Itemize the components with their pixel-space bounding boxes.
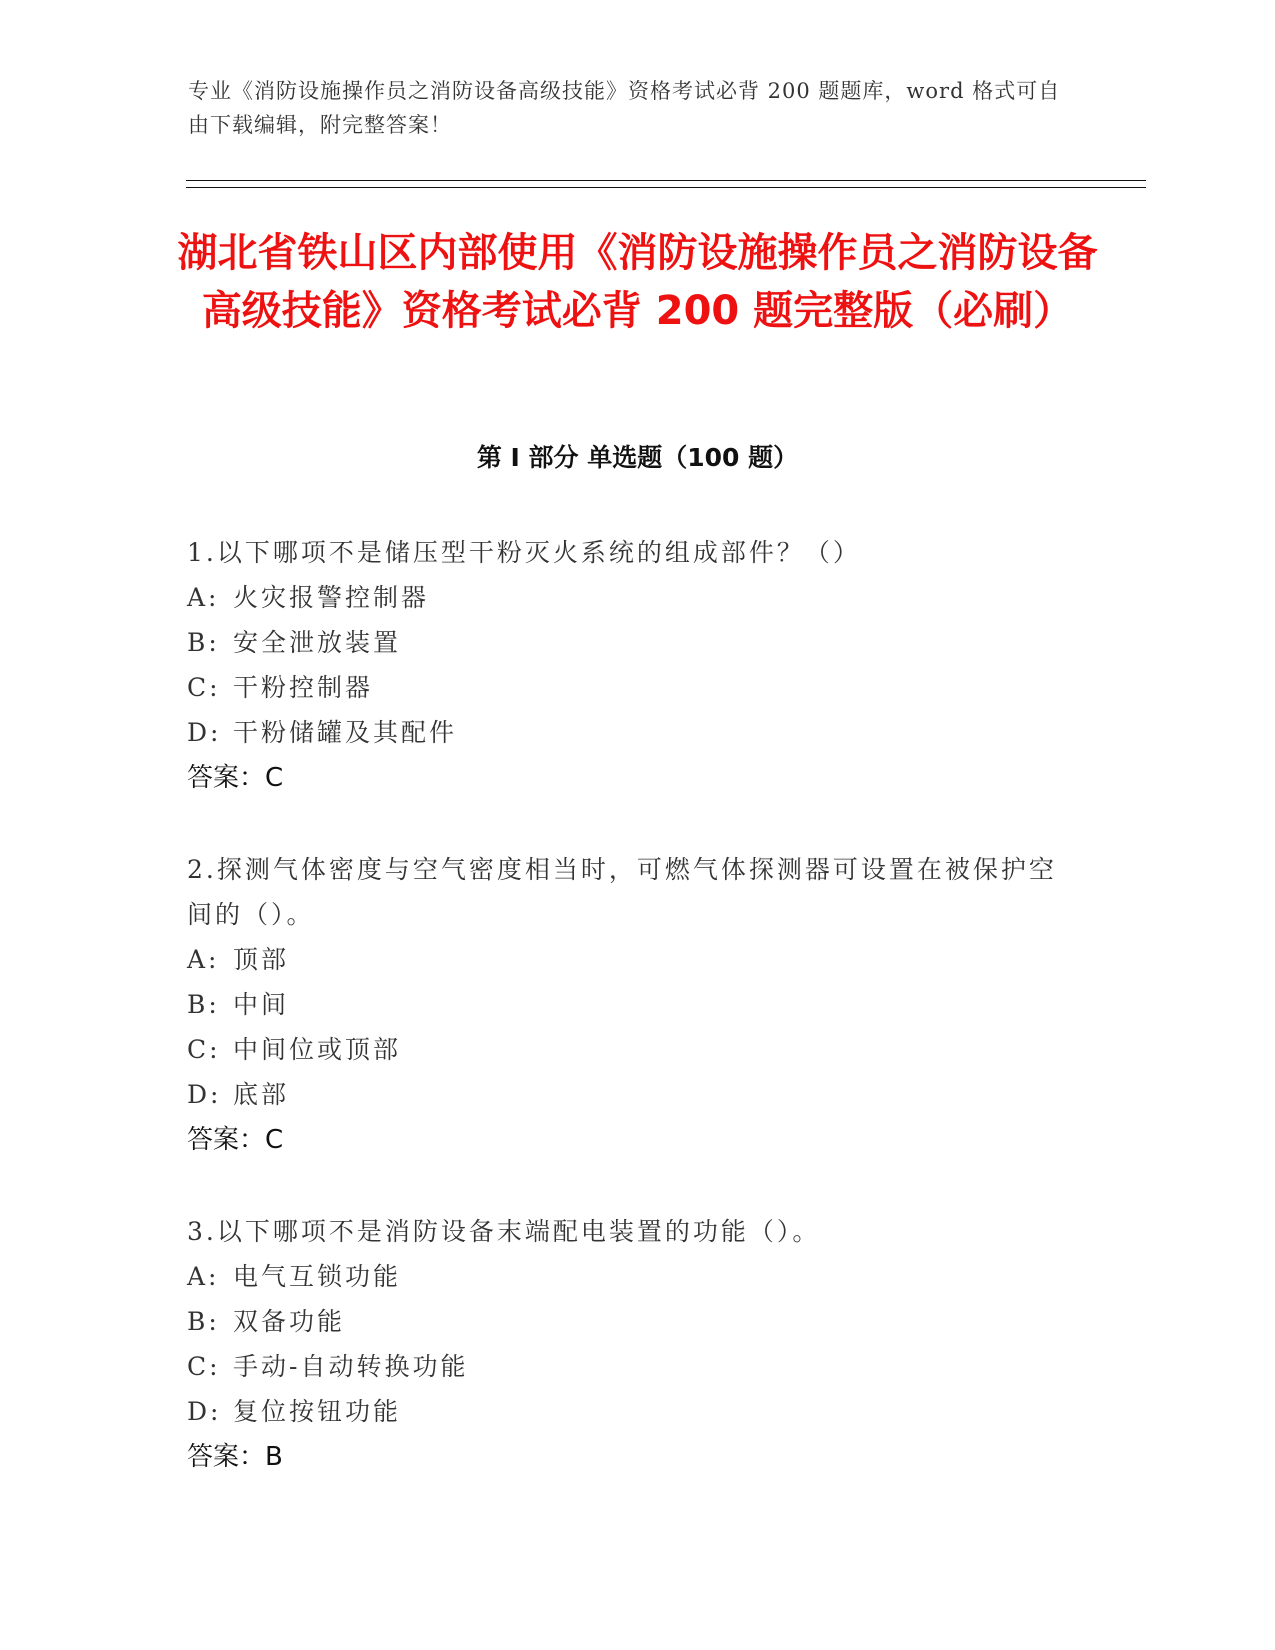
option-text: 手动-自动转换功能 xyxy=(233,1352,469,1381)
option-text: 底部 xyxy=(233,1080,290,1109)
option-b xyxy=(187,982,1067,1027)
section-heading: 第 I 部分 单选题（100 题） xyxy=(476,443,799,472)
header-divider-bottom xyxy=(186,187,1146,188)
option-text: 双备功能 xyxy=(233,1307,346,1336)
option-key: A: xyxy=(187,1262,220,1291)
question-text: 3.以下哪项不是消防设备末端配电装置的功能（）。 xyxy=(187,1217,821,1246)
option-d xyxy=(187,710,1067,755)
option-key: C: xyxy=(187,1035,221,1064)
option-text: 顶部 xyxy=(233,945,290,974)
question-1 xyxy=(187,530,1067,801)
option-text: 复位按钮功能 xyxy=(233,1397,402,1426)
answer: 答案：C xyxy=(187,1125,284,1155)
option-text: 干粉储罐及其配件 xyxy=(233,718,458,747)
option-key: A: xyxy=(187,945,220,974)
option-d xyxy=(187,1072,1067,1117)
question-2 xyxy=(187,847,1067,1163)
question-text: 2.探测气体密度与空气密度相当时，可燃气体探测器可设置在被保护空间的（）。 xyxy=(187,855,1057,929)
option-c xyxy=(187,665,1067,710)
question-text: 1.以下哪项不是储压型干粉灭火系统的组成部件？（） xyxy=(187,538,861,567)
option-b xyxy=(187,620,1067,665)
option-text: 干粉控制器 xyxy=(233,673,374,702)
option-a xyxy=(187,575,1067,620)
answer: 答案：B xyxy=(187,1442,283,1472)
option-c xyxy=(187,1027,1067,1072)
option-text: 电气互锁功能 xyxy=(233,1262,402,1291)
header-divider-top xyxy=(186,180,1146,181)
option-text: 中间位或顶部 xyxy=(233,1035,402,1064)
option-d xyxy=(187,1389,1067,1434)
header-note: 专业《消防设施操作员之消防设备高级技能》资格考试必背 200 题题库，word 格式可自由下载编辑，附完整答案！ xyxy=(188,79,1061,137)
answer: 答案：C xyxy=(187,763,284,793)
option-a xyxy=(187,1254,1067,1299)
option-key: C: xyxy=(187,673,221,702)
option-key: B: xyxy=(187,990,220,1019)
option-key: A: xyxy=(187,583,220,612)
option-key: B: xyxy=(187,1307,220,1336)
option-text: 火灾报警控制器 xyxy=(233,583,430,612)
option-text: 中间 xyxy=(233,990,290,1019)
question-3 xyxy=(187,1209,1067,1480)
option-a xyxy=(187,937,1067,982)
option-c xyxy=(187,1344,1067,1389)
option-key: D: xyxy=(187,1397,222,1426)
question-list xyxy=(187,530,1067,1526)
option-text: 安全泄放装置 xyxy=(233,628,402,657)
document-title: 湖北省铁山区内部使用《消防设施操作员之消防设备高级技能》资格考试必背 200 题完整版（必刷） xyxy=(177,230,1098,334)
option-key: B: xyxy=(187,628,220,657)
option-key: C: xyxy=(187,1352,221,1381)
option-b xyxy=(187,1299,1067,1344)
option-key: D: xyxy=(187,718,222,747)
option-key: D: xyxy=(187,1080,222,1109)
